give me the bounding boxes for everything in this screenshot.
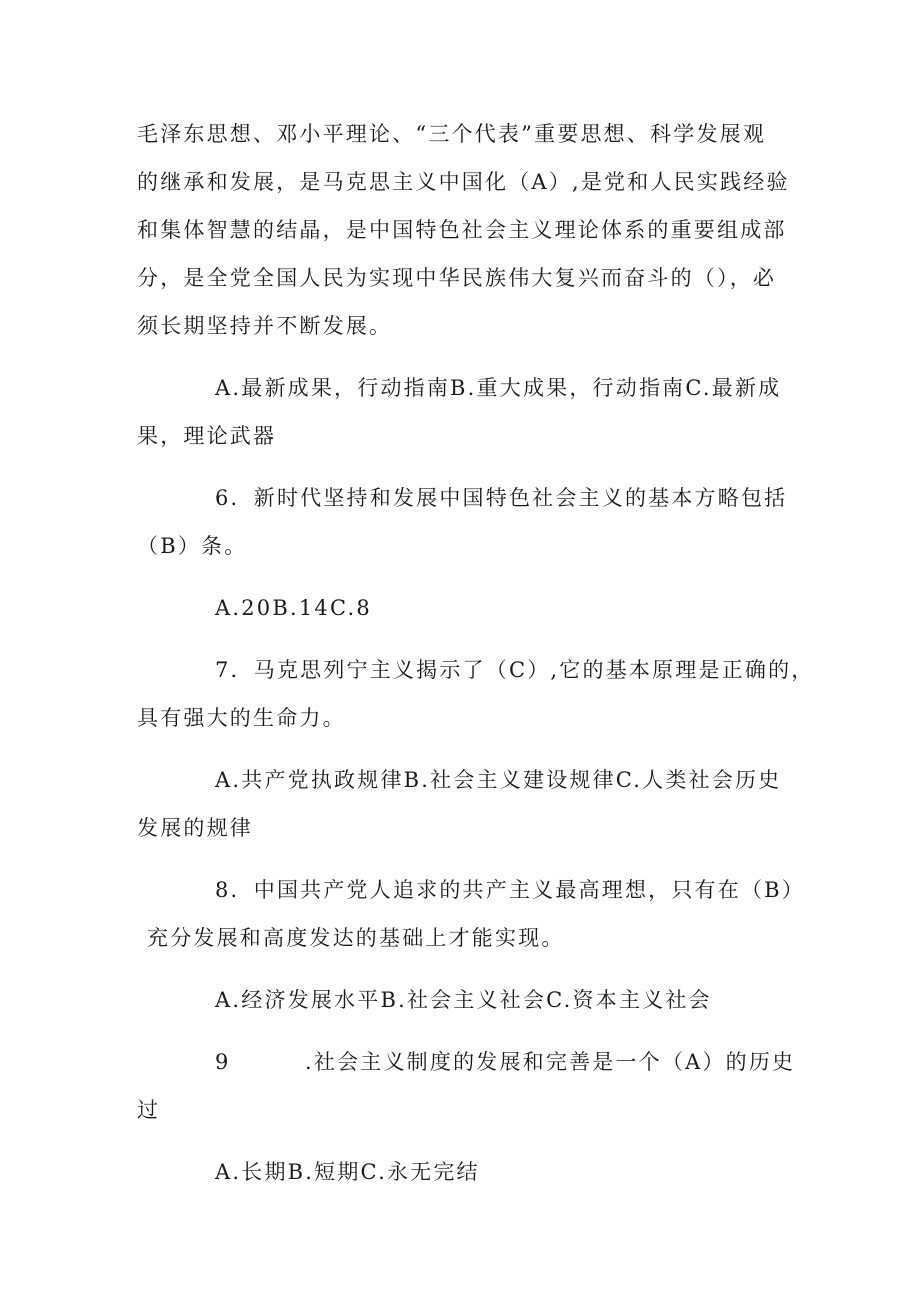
question-6-continued: （B）条。 [137,534,248,558]
options-line: 果，理论武器 [137,424,277,448]
question-8-continued: 充分发展和高度发达的基础上才能实现。 [147,926,565,950]
question-7-continued: 具有强大的生命力。 [137,706,346,730]
question-8: 8．中国共产党人追求的共产主义最高理想，只有在（B） [215,878,805,902]
options-line: A.经济发展水平B.社会主义社会C.资本主义社会 [215,988,712,1012]
text-line: 分，是全党全国人民为实现中华民族伟大复兴而奋斗的（），必 [137,266,777,290]
options-line: A.长期B.短期C.永无完结 [215,1160,480,1184]
text-line: 的继承和发展，是马克思主义中国化（A）,是党和人民实践经验 [137,170,790,194]
question-6: 6．新时代坚持和发展中国特色社会主义的基本方略包括 [215,486,788,510]
question-9-continued: 过 [137,1098,161,1122]
question-9: .社会主义制度的发展和完善是一个（A）的历史 [305,1050,796,1074]
options-line: A.最新成果，行动指南B.重大成果，行动指南C.最新成 [215,376,782,400]
options-line: 发展的规律 [137,816,253,840]
text-line: 毛泽东思想、邓小平理论、“三个代表”重要思想、科学发展观 [137,122,767,146]
text-line: 和集体智慧的结晶，是中国特色社会主义理论体系的重要组成部 [137,218,787,242]
text-line: 须长期坚持并不断发展。 [137,314,393,338]
options-line: A.共产党执政规律B.社会主义建设规律C.人类社会历史 [215,768,782,792]
question-7: 7．马克思列宁主义揭示了（C）,它的基本原理是正确的， [215,658,815,682]
options-line: A.20B.14C.8 [215,596,372,620]
question-9-number: 9 [215,1050,231,1074]
